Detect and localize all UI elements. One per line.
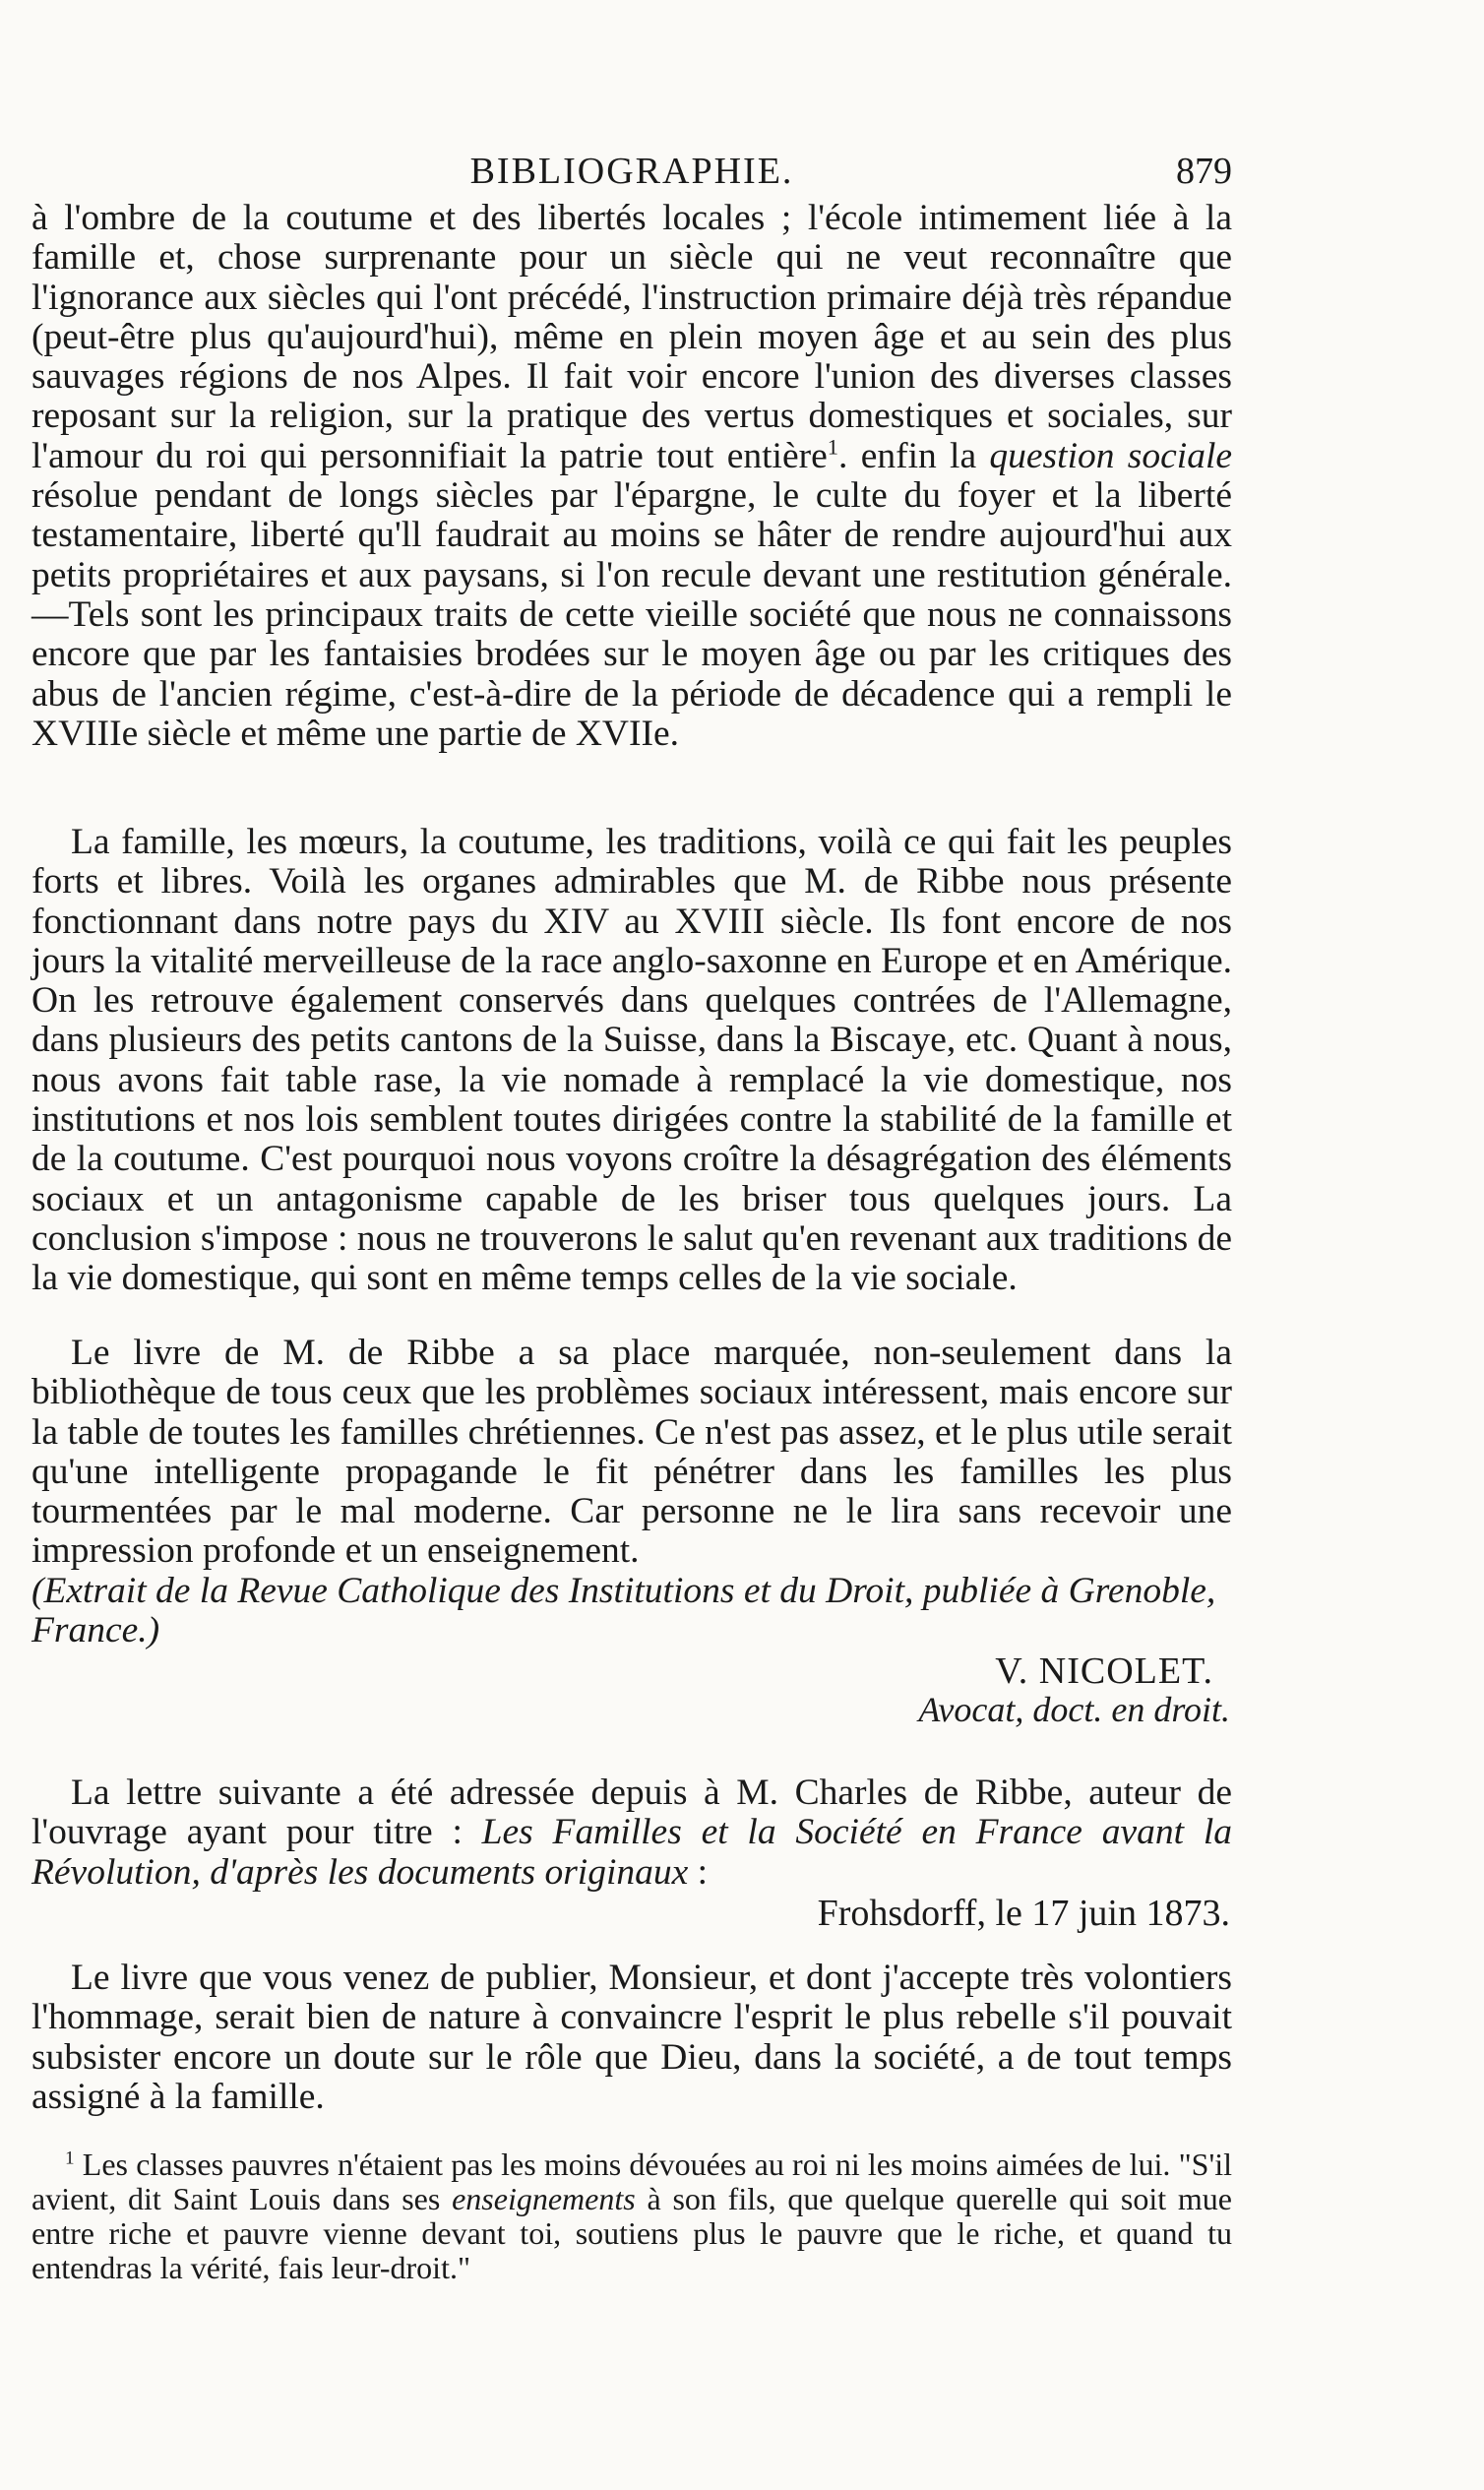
paragraph-1-mid: . enfin la (838, 435, 990, 476)
paragraph-1-text: à l'ombre de la coutume et des libertés locales ; l'école intimement liée à la famille et, chose surprenante pour un siècle qui ne veut reconnaître que l'ignorance aux siècles qui l'ont précédé, l'instruction primaire déjà très répandue (peut-être plus qu'aujourd'hui), même en plein moyen âge et au sein des plus sauvages régions de nos Alpes. Il fait voir encore l'union des diverses classes reposant sur la religion, sur la pratique des vertus domestiques et sociales, sur l'amour du roi qui personnifiait la patrie tout entière (31, 198, 1232, 476)
paragraph-5: Le livre que vous venez de publier, Monsieur, et dont j'accepte très volontiers l'hommage, serait bien de nature à convaincre l'esprit le plus rebelle s'il pouvait subsister encore un doute sur le rôle que Dieu, dans la société, a de tout temps assigné à la famille. (31, 1958, 1232, 2117)
signature-name: V. NICOLET. (995, 1650, 1213, 1692)
footnote-reference: 1 (827, 434, 839, 460)
paragraph-4-end: : (688, 1851, 709, 1893)
dateline: Frohsdorff, le 17 juin 1873. (817, 1893, 1230, 1934)
paragraph-1 (31, 199, 1232, 754)
paragraph-4 (31, 1774, 1232, 1893)
footnote-marker: 1 (65, 2148, 75, 2169)
source-note: (Extrait de la Revue Catholique des Institutions et du Droit, publiée à Grenoble, France.) (31, 1571, 1216, 1651)
paragraph-3: Le livre de M. de Ribbe a sa place marquée, non-seulement dans la bibliothèque de tous ceux que les problèmes sociaux intéressent, mais encore sur la table de toutes les familles chrétiennes. Ce n'est pas assez, et le plus utile serait qu'une intelligente propagande le fit pénétrer dans les familles les plus tourmentées par le mal moderne. Car personne ne le lira sans recevoir une impression profonde et un enseignement. (31, 1333, 1232, 1572)
footnote-text: Les classes pauvres n'étaient pas les moins dévouées au roi ni les moins aimées de lui. "S'il avient, dit Saint Louis dans ses (31, 2147, 1232, 2216)
paragraph-1-italic: question sociale (989, 435, 1233, 476)
book-title: Les Familles et la Société en France avant la Révolution, d'après les documents originaux (31, 1812, 1232, 1893)
signature-title: Avocat, doct. en droit. (918, 1690, 1230, 1729)
footnote (31, 2148, 1232, 2285)
paragraph-1-end: résolue pendant de longs siècles par l'épargne, le culte du foyer et la liberté testamentaire, liberté qu'll faudrait au moins se hâter de rendre aujourd'hui aux petits propriétaires et aux paysans, si l'on recule devant une restitution générale.—Tels sont les principaux traits de cette vieille société que nous ne connaissons encore que par les fantaisies brodées sur le moyen âge ou par les critiques des abus de l'ancien régime, c'est-à-dire de la période de décadence qui a rempli le XVIIIe siècle et même une partie de XVIIe. (31, 475, 1232, 754)
page-number: 879 (1176, 151, 1232, 192)
footnote-end: à son fils, que quelque querelle qui soit mue entre riche et pauvre vienne devant toi, soutiens plus le pauvre que le riche, et quand tu entendras la vérité, fais leur-droit." (31, 2181, 1233, 2285)
paragraph-2: La famille, les mœurs, la coutume, les traditions, voilà ce qui fait les peuples forts et libres. Voilà les organes admirables que M. de Ribbe nous présente fonctionnant dans notre pays du XIV au XVIII siècle. Ils font encore de nos jours la vitalité merveilleuse de la race anglo-saxonne en Europe et en Amérique. On les retrouve également conservés dans quelques contrées de l'Allemagne, dans plusieurs des petits cantons de la Suisse, dans la Biscaye, etc. Quant à nous, nous avons fait table rase, la vie nomade à remplacé la vie domestique, nos institutions et nos lois semblent toutes dirigées contre la stabilité de la famille et de la coutume. C'est pourquoi nous voyons croître la désagrégation des éléments sociaux et un antagonisme capable de les briser tous quelques jours. La conclusion s'impose : nous ne trouverons le salut qu'en revenant aux traditions de la vie domestique, qui sont en même temps celles de la vie sociale. (31, 822, 1232, 1299)
footnote-italic: enseignements (452, 2181, 636, 2216)
page-header (31, 148, 1232, 195)
running-title: BIBLIOGRAPHIE. (469, 151, 794, 192)
paragraph-4-text: La lettre suivante a été adressée depuis à M. Charles de Ribbe, auteur de l'ouvrage ayant pour titre : (31, 1773, 1232, 1853)
